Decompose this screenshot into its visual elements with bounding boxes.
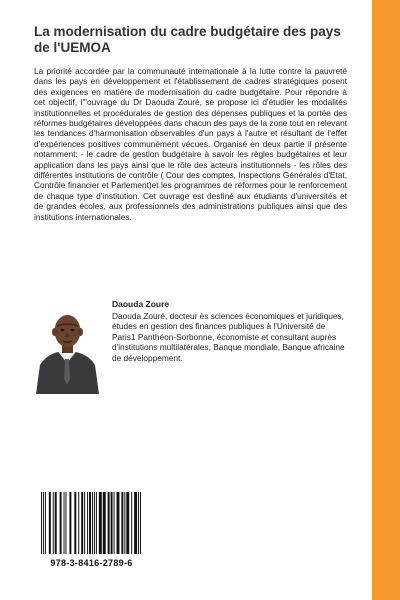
- orange-spine-bar: [372, 0, 400, 600]
- book-description: La priorité accordée par la communauté internationale à la lutte contre la pauvreté dans les pays en développement et l'établissement de cadres stratégiques posent des exigences en matière de modernisation du cadre budgétaire. Pour répondre à cet objectif, l'"ouvrage du Dr Daouda Zouré, se propose ici d'étudier les modalités institutionnelles et procédurales de gestion des dépenses publiques et la portée des réformes budgétaires développées dans chacun des pays de la zone tout en relevant les tendances d'harmonisation observables d'un pays à l'autre et résultant de l'effet d'expériences positives communément vécues. Organisé en deux partie il présente notamment: - le cadre de gestion budgétaire à savoir les règles budgétaires et leur application dans les pays ainsi que le rôle des acteurs institutionnels - les rôles des différentes institutions de contrôle ( Cour des comptes, Inspections Générales d'Etat, Contrôle financier et Parlement)et les programmes de réformes pour le renforcement de chaque type d'institution. Cet ouvrage est destiné aux étudiants d'universités et de grandes écoles, aux professionnels des administrations publiques ainsi que des institutions internationales.: [34, 66, 347, 222]
- author-bio: Daouda Zouré, docteur ès sciences économiques et juridiques, études en gestion des finances publiques à l'Université de Paris1 Panthéon-Sorbonne, économiste et consultant auprès d'institutions multilatérales, Banque mondiale, Banque africaine de développement.: [112, 311, 345, 363]
- isbn-number: 978-3-8416-2789-6: [50, 558, 133, 568]
- book-title: La modernisation du cadre budgétaire des pays de l'UEMOA: [34, 24, 341, 55]
- author-photo: [34, 299, 101, 394]
- author-name: Daouda Zoure: [112, 299, 170, 309]
- barcode-bars: [34, 488, 149, 556]
